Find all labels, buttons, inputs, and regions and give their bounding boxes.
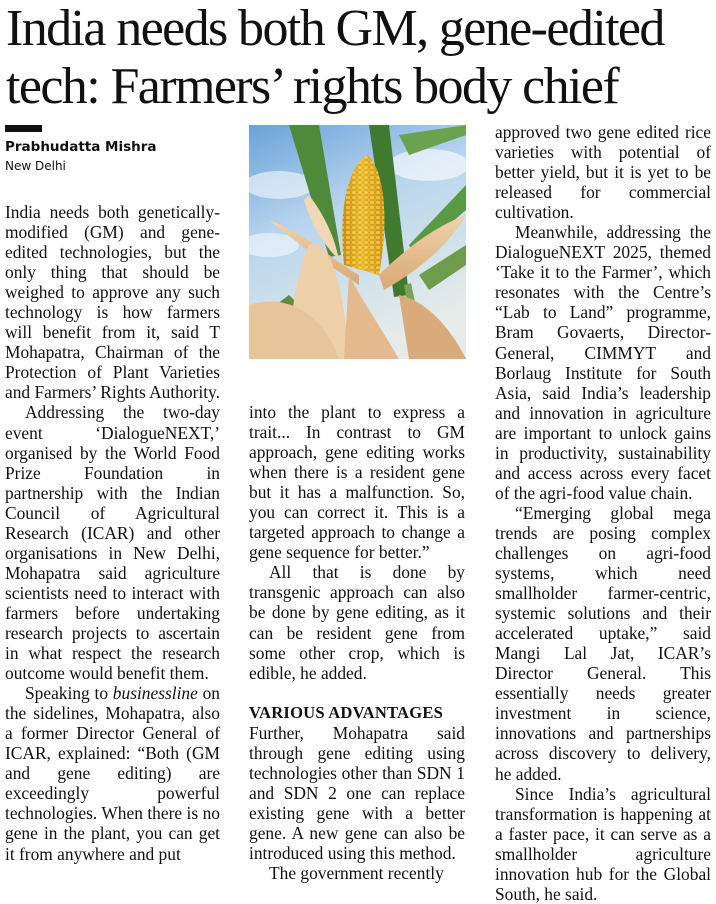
headline bbox=[6, 0, 716, 116]
paragraph: India needs both genetically-modified (GM) and gene-edited technologies, but the only thing that should be weighed to approve any such technology is how farmers will benefit from it, said T Mohapatra, Chairman of the Protection of Plant Varieties and Farmers’ Rights Authority. bbox=[5, 202, 220, 403]
section-subhead: VARIOUS ADVANTAGES bbox=[249, 702, 444, 722]
byline-author: Prabhudatta Mishra bbox=[5, 139, 157, 155]
corn-cob-illustration bbox=[249, 125, 466, 359]
paragraph: Speaking to businessline on the sidelines, Mohapatra, also a former Director General of ICAR, explained: “Both (GM and gene editing) are exceedingly powerful technologies. When there is no gene in the plant, you can get it from anywhere and put bbox=[5, 683, 220, 864]
paragraph: Further, Mohapatra said through gene editing using technologies other than SDN 1 and SDN 2 one can replace existing gene with a better gene. A new gene can also be introduced using this method. bbox=[249, 722, 465, 863]
headline-line-2: tech: Farmers’ rights body chief bbox=[6, 58, 619, 115]
paragraph: All that is done by transgenic approach can also be done by gene editing, as it can be resident gene from some other crop, which is edible, he added. bbox=[249, 562, 465, 683]
byline-location: New Delhi bbox=[5, 159, 66, 173]
article-column-1 bbox=[5, 202, 220, 864]
byline-rule bbox=[5, 125, 42, 132]
headline-line-1: India needs both GM, gene-edited bbox=[6, 0, 664, 57]
publication-name: businessline bbox=[112, 683, 198, 704]
paragraph: Addressing the two-day event ‘DialogueNEXT,’ organised by the World Food Prize Foundation in partnership with the Indian Council of Agricultural Research (ICAR) and other organisations in New Delhi, Mohapatra said agriculture scientists need to interact with farmers before undertaking research projects to ascertain in what respect the research outcome would benefit them. bbox=[5, 402, 220, 684]
paragraph: approved two gene edited rice varieties with potential of better yield, but it is yet to be released for commercial cultivation. bbox=[495, 122, 711, 223]
paragraph: Since India’s agricultural transformation is happening at a faster pace, it can serve as a smallholder agriculture innovation hub for the Global South, he said. bbox=[495, 783, 711, 904]
corn-photo bbox=[249, 125, 466, 359]
article-column-3 bbox=[495, 122, 711, 904]
paragraph: into the plant to express a trait... In contrast to GM approach, gene editing works when there is a resident gene but it has a malfunction. So, you can correct it. This is a targeted approach to change a gene sequence for better.” bbox=[249, 402, 465, 563]
paragraph: “Emerging global mega trends are posing complex challenges on agri-food systems, which need smallholder farmer-centric, systemic solutions and their accelerated uptake,” said Mangi Lal Jat, ICAR’s Director General. This essentially needs greater investment in science, innovations and partnerships across discovery to delivery, he added. bbox=[495, 502, 711, 784]
paragraph: The government recently bbox=[269, 863, 444, 884]
article-column-2 bbox=[249, 402, 465, 883]
paragraph: Meanwhile, addressing the DialogueNEXT 2025, themed ‘Take it to the Farmer’, which resonates with the Centre’s “Lab to Land” programme, Bram Govaerts, Director-General, CIMMYT and Borlaug Institute for South Asia, said India’s leadership and innovation in agriculture are important to unlock gains in productivity, sustainability and access across every facet of the agri-food value chain. bbox=[495, 222, 711, 503]
